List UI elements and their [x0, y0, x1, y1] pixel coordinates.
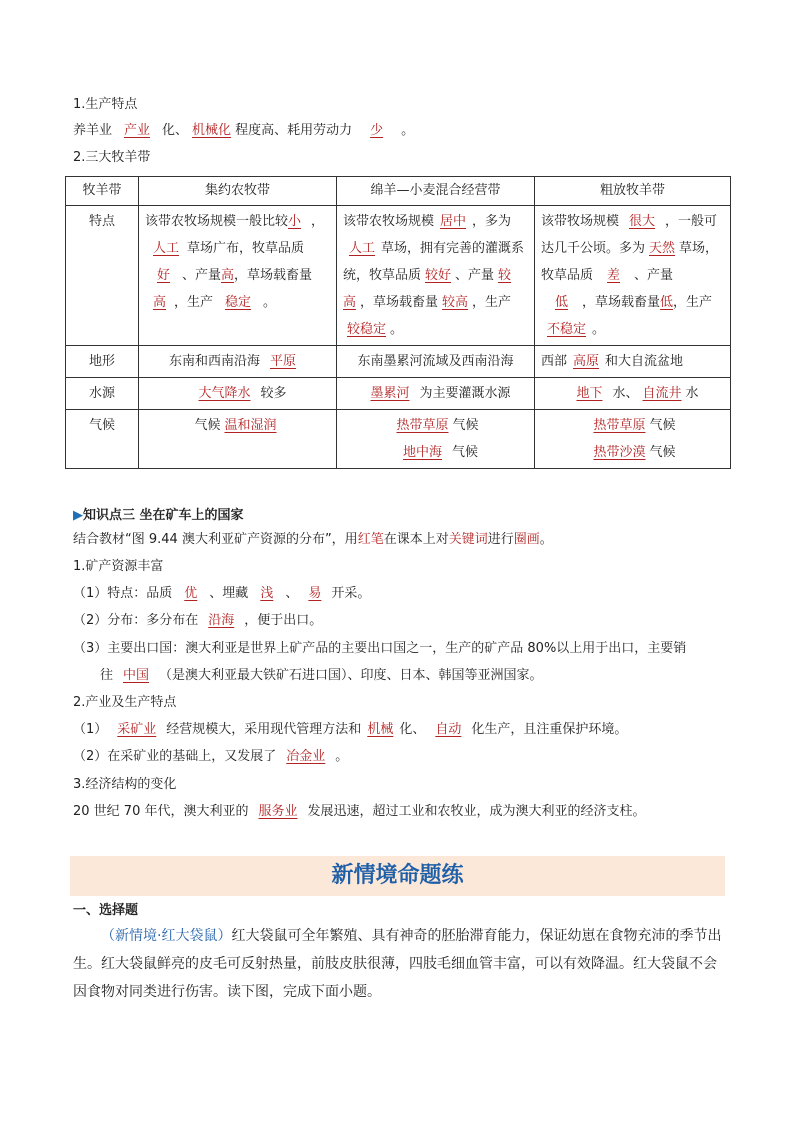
answer-blank: 热带沙漠: [593, 445, 646, 460]
table-cell: [337, 206, 535, 346]
answer-blank: 浅: [260, 586, 274, 601]
text: 和大自流盆地: [605, 354, 684, 369]
answer-blank: 冶金业: [286, 749, 326, 764]
text: 经营规模大，采用现代管理方法和: [166, 722, 362, 737]
answer-blank: 不稳定: [547, 322, 587, 337]
answer-blank: 地中海: [402, 445, 442, 460]
table-cell: [535, 346, 731, 378]
text: 化、: [399, 722, 426, 737]
text: 气候: [452, 418, 479, 433]
answer-blank: 地下: [576, 386, 603, 401]
text: 。: [401, 123, 415, 138]
text: 水、: [612, 386, 639, 401]
answer-blank: 差: [607, 268, 621, 283]
row-label: 气候: [66, 410, 139, 469]
answer-blank: 较高: [343, 268, 512, 310]
answer-blank: 较高: [442, 295, 469, 310]
triangle-icon: ▶: [73, 508, 83, 523]
text: 往: [100, 668, 114, 683]
table-cell: [139, 206, 337, 346]
answer-blank: 沿海: [208, 613, 235, 628]
row-label: 特点: [66, 206, 139, 346]
heading-mineral: 1.矿产资源丰富: [73, 559, 164, 574]
text: 、产量: [634, 268, 674, 283]
text: 东南和西南沿海: [168, 354, 260, 369]
text: ，草场载畜量: [360, 295, 439, 310]
section-choice-heading: 一、选择题: [73, 903, 139, 918]
text: 结合教材“图 9.44 澳大利亚矿产资源的分布”，用: [73, 532, 358, 547]
text: 、埋藏: [209, 586, 249, 601]
answer-blank: 平原: [270, 354, 297, 369]
context-tag: （新情境·红大袋鼠）: [101, 928, 232, 944]
text: ，便于出口。: [244, 613, 323, 628]
heading-economy: 3.经济结构的变化: [73, 777, 177, 792]
table-cell: [139, 346, 337, 378]
text: 发展迅速，超过工业和农牧业，成为澳大利亚的经济支柱。: [307, 804, 646, 819]
text: 水: [685, 386, 699, 401]
text: ，一般可达几千公顷。多为: [541, 214, 718, 256]
text: ，: [311, 214, 325, 229]
mineral-distribution-line: [73, 611, 322, 631]
answer-blank: 高: [153, 295, 167, 310]
text: 气候: [194, 418, 221, 433]
production-features-line: [73, 121, 414, 141]
table-cell: [535, 410, 731, 469]
table-cell: [139, 410, 337, 469]
instruction-line: [73, 530, 553, 550]
row-label: 地形: [66, 346, 139, 378]
text: 化、: [162, 123, 189, 138]
text: 该带农牧场规模一般比较: [145, 214, 289, 229]
answer-blank: 高原: [573, 354, 600, 369]
text: （2）在采矿业的基础上，又发展了: [73, 749, 277, 764]
text: 、产量: [182, 268, 222, 283]
table-cell: [535, 206, 731, 346]
answer-blank: 高: [221, 268, 235, 283]
text: 开采。: [331, 586, 371, 601]
answer-blank: 中国: [123, 668, 150, 683]
industry-line-1: [73, 720, 627, 740]
answer-blank: 少: [370, 123, 384, 138]
answer-blank: 易: [308, 586, 322, 601]
answer-blank: 较好: [425, 268, 452, 283]
answer-blank: 机械: [367, 722, 394, 737]
passage-text: 红大袋鼠可全年繁殖、具有神奇的胚胎滞育能力，保证幼崽在食物充沛的季节出生。红大袋鼠鲜亮的皮毛可反射热量，前肢皮肤很薄，四肢毛细血管丰富，可以有效降温。红大袋鼠不会因食物对同类进行伤害。读下图，完成下面小题。: [73, 928, 722, 1000]
text: 草场，拥有完善的灌溉系统，牧草品质: [343, 241, 525, 283]
highlight-text: 圈画: [513, 532, 540, 547]
answer-blank: 温和湿润: [224, 418, 277, 433]
table-header: 集约农牧带: [139, 177, 337, 206]
answer-blank: 人工: [153, 241, 180, 256]
text: 东南墨累河流域及西南沿海: [357, 354, 514, 369]
text: ，生产: [673, 295, 713, 310]
answer-blank: 服务业: [258, 804, 298, 819]
question-passage: [73, 922, 728, 1006]
mineral-features-line: [73, 584, 370, 604]
table-cell: [139, 378, 337, 410]
answer-blank: 小: [288, 214, 302, 229]
text: 进行: [487, 532, 514, 547]
text: （1）: [73, 722, 108, 737]
answer-blank: 热带草原: [593, 418, 646, 433]
answer-blank: 墨累河: [370, 386, 410, 401]
answer-blank: 自动: [435, 722, 462, 737]
sheep-belts-table: [65, 176, 731, 469]
answer-blank: 大气降水: [198, 386, 251, 401]
text: 。: [539, 532, 553, 547]
text: 养羊业: [73, 123, 113, 138]
answer-blank: 机械化: [192, 123, 232, 138]
banner-title: 新情境命题练: [331, 863, 464, 888]
text: 在课本上对: [383, 532, 449, 547]
table-header-row: [66, 177, 731, 206]
text: 、产量: [455, 268, 495, 283]
text: ，草场载畜量: [582, 295, 661, 310]
text: 该带农牧场规模: [343, 214, 435, 229]
text: （是澳大利亚最大铁矿石进口国）、印度、日本、韩国等亚洲国家。: [159, 668, 543, 683]
text: 。: [335, 749, 349, 764]
text: 西部: [541, 354, 568, 369]
text: 气候: [649, 445, 676, 460]
table-cell: [337, 410, 535, 469]
table-row-terrain: [66, 346, 731, 378]
heading-production-features: 1.生产特点: [73, 97, 138, 112]
text: 知识点三 坐在矿车上的国家: [83, 508, 244, 523]
answer-blank: 低: [660, 295, 674, 310]
table-row-water: [66, 378, 731, 410]
answer-blank: 低: [555, 295, 569, 310]
answer-blank: 热带草原: [396, 418, 449, 433]
heading-industry: 2.产业及生产特点: [73, 695, 177, 710]
text: 较多: [260, 386, 287, 401]
text: 草场，牧草品质: [541, 241, 719, 283]
text: 气候: [452, 445, 479, 460]
text: ，多为: [472, 214, 512, 229]
answer-blank: 人工: [349, 241, 376, 256]
industry-line-2: [73, 747, 348, 767]
economy-line: [73, 802, 646, 822]
text: 化生产，且注重保护环境。: [471, 722, 628, 737]
export-line-2: [100, 666, 543, 686]
text: 、: [285, 586, 299, 601]
answer-blank: 较稳定: [347, 322, 387, 337]
text: ，生产: [472, 295, 512, 310]
answer-blank: 居中: [440, 214, 467, 229]
table-row-climate: [66, 410, 731, 469]
answer-blank: 优: [184, 586, 198, 601]
section-banner: [70, 856, 725, 896]
text: （1）特点：品质: [73, 586, 173, 601]
text: 为主要灌溉水源: [419, 386, 511, 401]
text: 。: [390, 322, 404, 337]
answer-blank: 很大: [629, 214, 656, 229]
text: 草场广布，牧草品质: [187, 241, 305, 256]
text: ，草场载畜量: [234, 268, 313, 283]
table-header: 粗放牧羊带: [535, 177, 731, 206]
text: 。: [263, 295, 277, 310]
text: （2）分布：多分布在: [73, 613, 199, 628]
highlight-text: 关键词: [448, 532, 488, 547]
heading-three-belts: 2.三大牧羊带: [73, 150, 151, 165]
table-cell: [337, 346, 535, 378]
answer-blank: 天然: [649, 241, 676, 256]
answer-blank: 自流井: [642, 386, 682, 401]
row-label: 水源: [66, 378, 139, 410]
highlight-text: 红笔: [357, 532, 384, 547]
text: 程度高、耗用劳动力: [235, 123, 353, 138]
answer-blank: 好: [157, 268, 171, 283]
answer-blank: 采矿业: [117, 722, 157, 737]
table-row-features: [66, 206, 731, 346]
table-cell: [535, 378, 731, 410]
text: 20 世纪 70 年代，澳大利亚的: [73, 804, 249, 819]
table-header: 牧羊带: [66, 177, 139, 206]
text: ，生产: [174, 295, 214, 310]
text: 气候: [649, 418, 676, 433]
export-line-1: （3）主要出口国：澳大利亚是世界上矿产品的主要出口国之一，生产的矿产品 80%以上用于出口，主要销: [73, 641, 687, 656]
table-cell: [337, 378, 535, 410]
knowledge-point-title: [73, 504, 244, 523]
answer-blank: 稳定: [225, 295, 252, 310]
table-header: 绵羊—小麦混合经营带: [337, 177, 535, 206]
text: 。: [592, 322, 606, 337]
answer-blank: 产业: [124, 123, 151, 138]
text: 该带牧场规模: [541, 214, 620, 229]
